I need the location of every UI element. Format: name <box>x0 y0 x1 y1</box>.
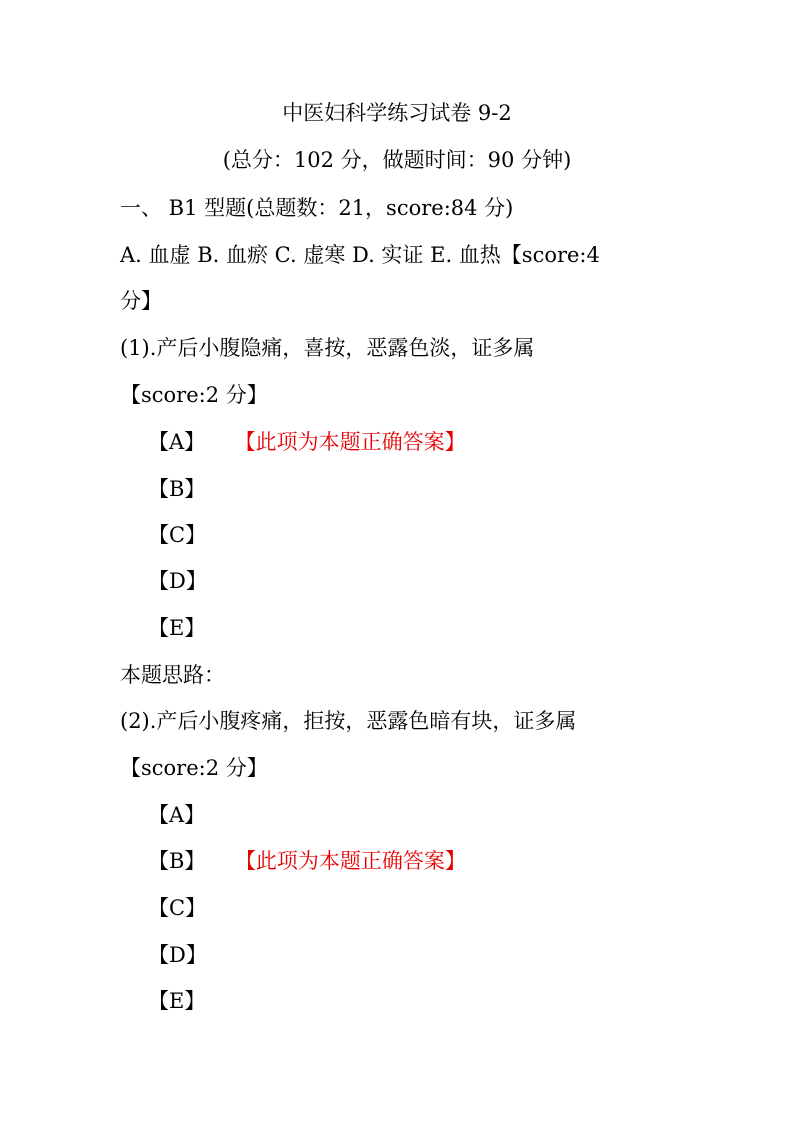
question-1-option-c: 【C】 <box>148 523 207 547</box>
question-2-option-a: 【A】 <box>148 803 206 827</box>
question-2-option-d: 【D】 <box>148 943 207 967</box>
question-2-option-b <box>148 846 466 876</box>
shared-options-line-1: A. 血虚 B. 血瘀 C. 虚寒 D. 实证 E. 血热【score:4 <box>120 243 600 267</box>
shared-options-line-2: 分】 <box>120 289 162 313</box>
question-1-score: 【score:2 分】 <box>120 383 268 407</box>
question-1-option-d: 【D】 <box>148 569 207 593</box>
document-subtitle: (总分：102 分，做题时间：90 分钟) <box>222 148 572 172</box>
question-1-stem: (1).产后小腹隐痛，喜按，恶露色淡，证多属 <box>120 336 535 360</box>
option-label: 【B】 <box>148 849 206 873</box>
section-heading: 一、 B1 型题(总题数：21，score:84 分) <box>120 196 514 220</box>
correct-answer-marker: 【此项为本题正确答案】 <box>245 430 466 454</box>
question-2-option-e: 【E】 <box>148 989 206 1013</box>
question-1-analysis-label: 本题思路： <box>120 663 225 687</box>
question-1-option-a <box>148 427 466 457</box>
question-1-option-e: 【E】 <box>148 616 206 640</box>
option-label: 【A】 <box>148 430 206 454</box>
question-2-stem: (2).产后小腹疼痛，拒按，恶露色暗有块，证多属 <box>120 709 577 733</box>
question-1-option-b: 【B】 <box>148 477 206 501</box>
question-2-score: 【score:2 分】 <box>120 756 268 780</box>
correct-answer-marker: 【此项为本题正确答案】 <box>245 849 466 873</box>
document-title: 中医妇科学练习试卷 9-2 <box>282 101 512 125</box>
question-2-option-c: 【C】 <box>148 896 207 920</box>
